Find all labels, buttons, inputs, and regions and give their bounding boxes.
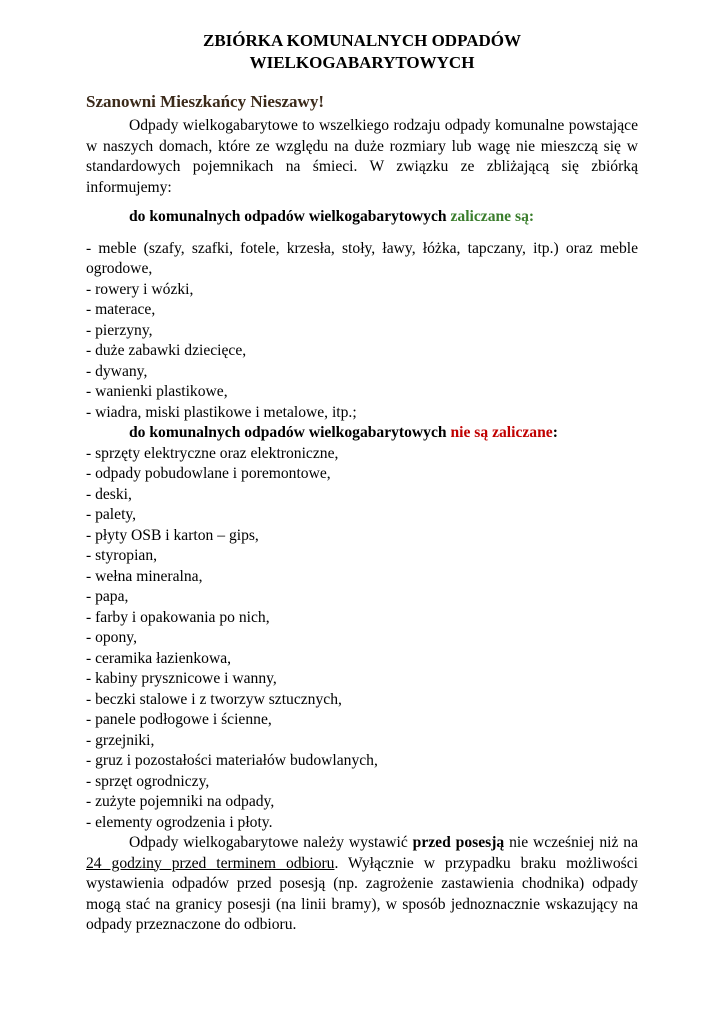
excluded-list-item: - styropian, xyxy=(86,547,158,564)
included-list-item: - dywany, xyxy=(86,362,148,380)
excluded-list-item: - panele podłogowe i ścienne, xyxy=(86,711,272,728)
included-list-item: - duże zabawki dziecięce, xyxy=(86,342,247,359)
included-list-item: - materace, xyxy=(86,301,156,318)
excluded-list-item: - opony, xyxy=(86,629,137,646)
title-line-2: WIELKOGABARYTOWYCH xyxy=(249,53,475,72)
excluded-list-item: - elementy ogrodzenia i płoty. xyxy=(86,813,273,831)
included-heading-highlight: zaliczane są: xyxy=(450,208,535,225)
closing-underline: 24 godziny przed terminem odbioru xyxy=(86,854,335,872)
excluded-list-item: - wełna mineralna, xyxy=(86,567,203,585)
excluded-list-item: - odpady pobudowlane i poremontowe, xyxy=(86,465,331,482)
excluded-list-item: - gruz i pozostałości materiałów budowlanych, xyxy=(86,752,378,769)
excluded-list-item: - sprzęty elektryczne oraz elektroniczne, xyxy=(86,444,339,462)
included-heading xyxy=(86,207,638,228)
excluded-list-item: - palety, xyxy=(86,506,137,523)
excluded-list-item: - zużyte pojemniki na odpady, xyxy=(86,793,275,810)
closing-part-3: . Wyłącznie w przypadku braku możliwości wystawienia odpadów przed posesją (np. zagrożenie zastawienia chodnika) odpady mogą stać na granicy posesji (na linii bramy), w sposób jednoznacznie wskazujący na odpady przeznaczone do odbioru. xyxy=(86,854,638,933)
included-list-item: - wiadra, miski plastikowe i metalowe, itp.; xyxy=(86,403,357,421)
excluded-heading-highlight: nie są zaliczane xyxy=(450,424,553,441)
excluded-heading-suffix: : xyxy=(552,424,558,441)
included-list-item: - meble (szafy, szafki, fotele, krzesła, stoły, ławy, łóżka, tapczany, itp.) oraz meble ogrodowe, xyxy=(86,239,638,277)
excluded-list-item: - płyty OSB i karton – gips, xyxy=(86,526,259,544)
excluded-list-item: - grzejniki, xyxy=(86,731,155,749)
excluded-list-item: - farby i opakowania po nich, xyxy=(86,608,270,626)
excluded-list-item: - deski, xyxy=(86,485,132,503)
closing-part-1: Odpady wielkogabarytowe należy wystawić xyxy=(129,834,413,851)
included-list xyxy=(86,239,638,424)
excluded-list-item: - beczki stalowe i z tworzyw sztucznych, xyxy=(86,690,342,708)
included-list-item: - rowery i wózki, xyxy=(86,280,194,298)
greeting: Szanowni Mieszkańcy Nieszawy! xyxy=(86,92,324,111)
closing-part-2: nie wcześniej niż na xyxy=(504,834,639,851)
included-list-item: - wanienki plastikowe, xyxy=(86,383,228,400)
closing-paragraph xyxy=(86,833,638,936)
excluded-list-item: - kabiny prysznicowe i wanny, xyxy=(86,670,277,687)
included-list-item: - pierzyny, xyxy=(86,321,153,339)
excluded-heading xyxy=(86,423,638,444)
excluded-list-item: - sprzęt ogrodniczy, xyxy=(86,772,210,790)
intro-paragraph: Odpady wielkogabarytowe to wszelkiego rodzaju odpady komunalne powstające w naszych domach, które ze względu na duże rozmiary lub wagę nie mieszczą się w standardowych pojemnikach na śmieci. W związku ze zbliżającą się zbiórką informujemy: xyxy=(86,117,638,196)
included-heading-prefix: do komunalnych odpadów wielkogabarytowych xyxy=(129,208,451,225)
closing-bold: przed posesją xyxy=(412,834,505,851)
excluded-heading-prefix: do komunalnych odpadów wielkogabarytowych xyxy=(129,424,451,441)
excluded-list xyxy=(86,444,638,834)
document-title xyxy=(86,30,638,74)
excluded-list-item: - ceramika łazienkowa, xyxy=(86,649,232,667)
excluded-list-item: - papa, xyxy=(86,588,129,605)
title-line-1: ZBIÓRKA KOMUNALNYCH ODPADÓW xyxy=(203,31,521,50)
document-page xyxy=(86,30,638,936)
